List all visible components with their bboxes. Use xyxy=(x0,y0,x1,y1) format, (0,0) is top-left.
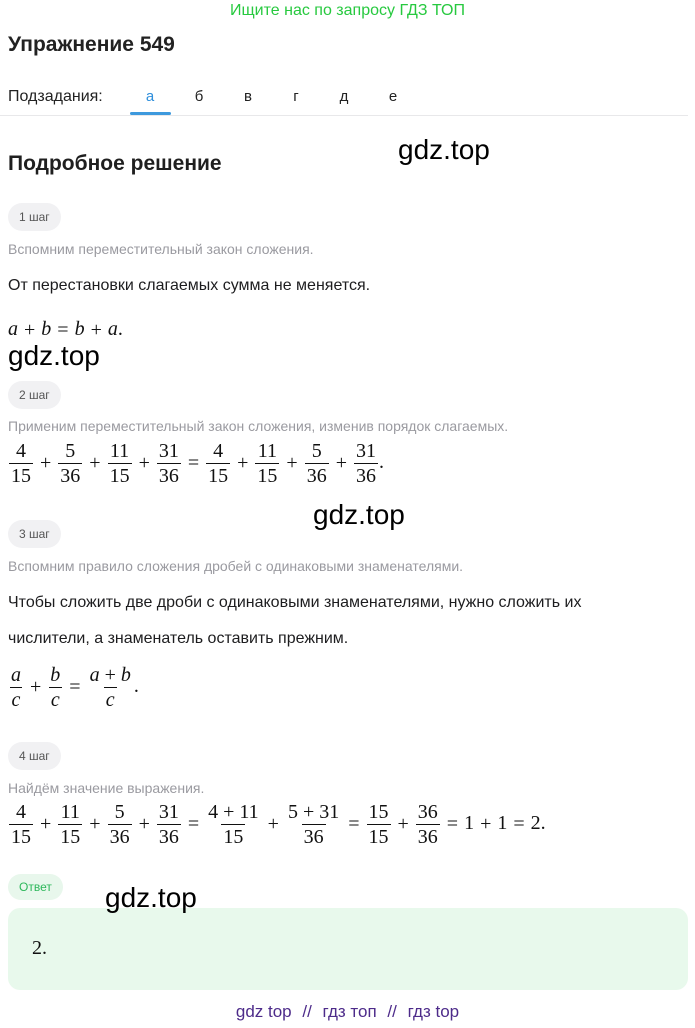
watermark: gdz.top xyxy=(398,134,490,165)
tab-a[interactable]: а xyxy=(145,88,155,105)
tab-e[interactable]: е xyxy=(388,88,398,105)
section-heading: Подробное решение xyxy=(8,152,222,175)
footer-separator: // xyxy=(302,1002,312,1021)
step-4-formula: $\frac{4}{15}$ + $\frac{11}{15}$ + $\frac{5}{36}$ + $\frac{31}{36}$ = $\frac{4 + 11}{15}$ + $\frac{5 + 31}{36}$ = $\frac{15}{15}$ + $\frac{36}{36}$ = 1 + 1 = 2. xyxy=(11,801,546,848)
step-1-formula: a + b = b + a. xyxy=(8,318,123,341)
tab-d[interactable]: д xyxy=(339,88,349,105)
page-title: Упражнение 549 xyxy=(8,33,175,56)
tabs-divider xyxy=(0,115,688,116)
promo-banner[interactable]: Ищите нас по запросу ГДЗ ТОП xyxy=(230,2,465,19)
step-3-text-line-1: Чтобы сложить две дроби с одинаковыми знаменателями, нужно сложить их xyxy=(8,594,582,611)
step-1-badge: 1 шаг xyxy=(8,203,61,231)
footer-link-gdz-top[interactable]: gdz top xyxy=(235,1002,292,1021)
watermark: gdz.top xyxy=(8,340,100,371)
step-3-hint: Вспомним правило сложения дробей с одинаковыми знаменателями. xyxy=(8,558,464,574)
step-2-badge: 2 шаг xyxy=(8,381,61,409)
answer-badge: Ответ xyxy=(8,874,63,900)
step-4-badge: 4 шаг xyxy=(8,742,61,770)
tab-v[interactable]: в xyxy=(244,88,252,105)
footer-separator: // xyxy=(387,1002,397,1021)
answer-box xyxy=(8,908,688,990)
answer-value: 2. xyxy=(32,937,47,959)
footer-link-gdz-top-ru[interactable]: гдз топ xyxy=(322,1002,377,1021)
footer-links xyxy=(0,1002,695,1022)
watermark: gdz.top xyxy=(105,882,197,913)
tab-b[interactable]: б xyxy=(194,88,204,105)
step-4-hint: Найдём значение выражения. xyxy=(8,780,205,796)
step-1-text: От перестановки слагаемых сумма не меняется. xyxy=(8,277,371,294)
footer-link-gdz-top-mixed[interactable]: гдз top xyxy=(407,1002,460,1021)
step-2-formula: $\frac{4}{15}$ + $\frac{5}{36}$ + $\frac{11}{15}$ + $\frac{31}{36}$ = $\frac{4}{15}$ + $\frac{11}{15}$ + $\frac{5}{36}$ + $\frac{31}{36}$ . xyxy=(11,440,384,487)
step-2-hint: Применим переместительный закон сложения, изменив порядок слагаемых. xyxy=(8,418,509,434)
step-3-badge: 3 шаг xyxy=(8,520,61,548)
step-1-hint: Вспомним переместительный закон сложения. xyxy=(8,241,314,257)
tab-g[interactable]: г xyxy=(293,88,299,105)
subtasks-label: Подзадания: xyxy=(8,88,103,105)
step-3-formula: $\frac{a}{c}$ + $\frac{b}{c}$ = $\frac{a + b}{c}$ . xyxy=(11,664,139,711)
step-3-text-line-2: числители, а знаменатель оставить прежним. xyxy=(8,630,349,647)
watermark: gdz.top xyxy=(313,499,405,530)
